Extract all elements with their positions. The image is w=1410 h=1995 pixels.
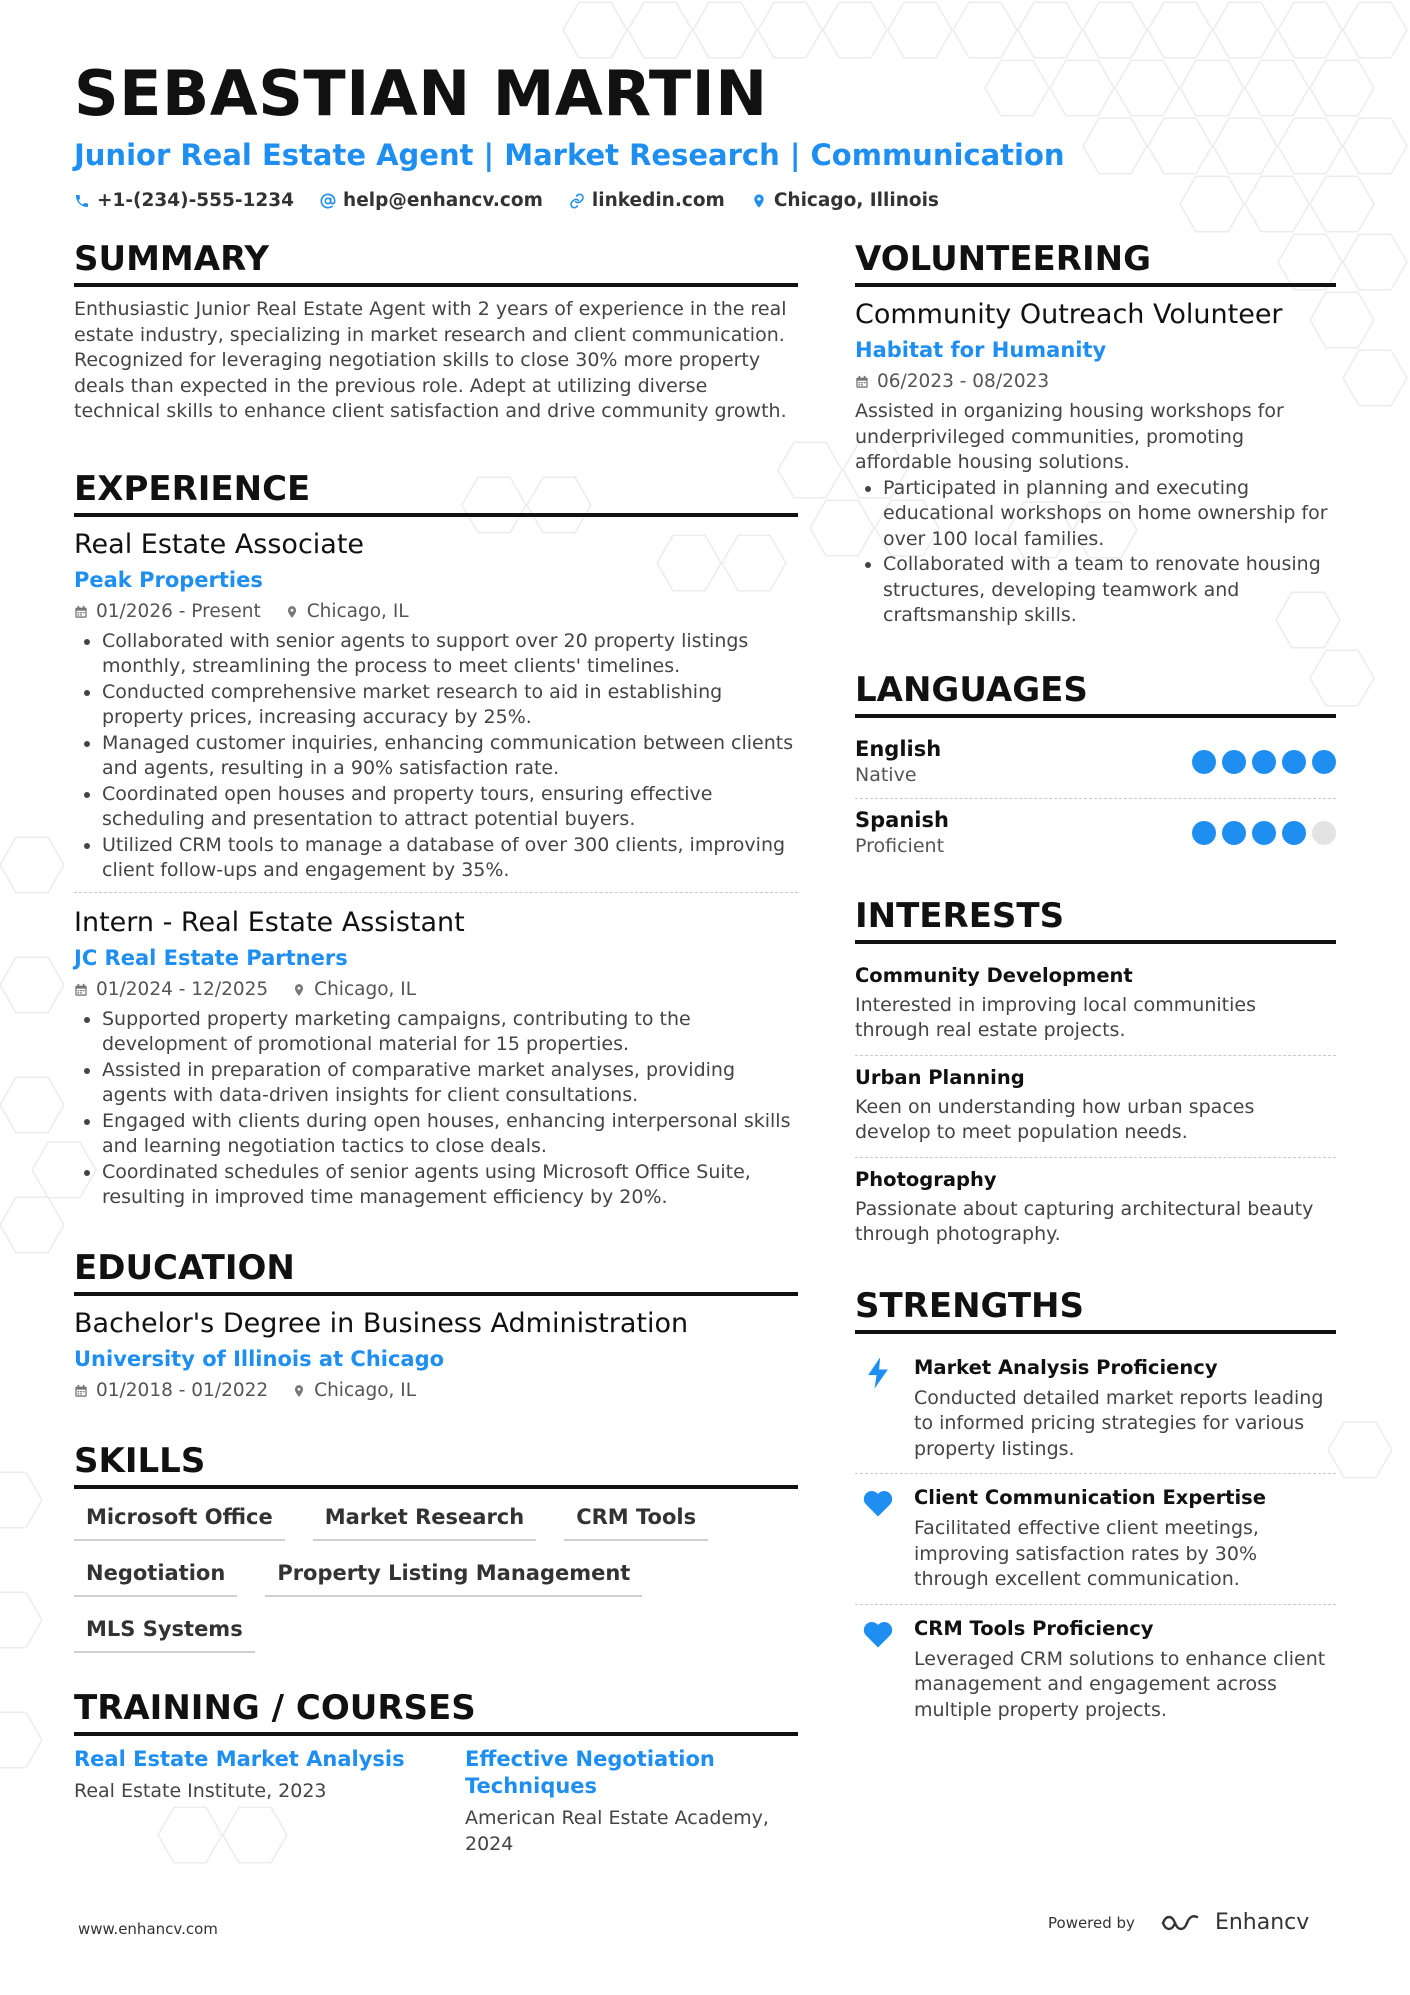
bullet-item: • Collaborated with a team to renovate housing structures, developing teamwork and craftsmanship skills. xyxy=(883,552,1336,629)
rating-dot-filled xyxy=(1252,750,1276,774)
footer-branding xyxy=(1048,1910,1309,1935)
footer-website[interactable]: www.enhancv.com xyxy=(78,1920,218,1938)
interest-title: Community Development xyxy=(855,963,1133,987)
email-text: help@enhancv.com xyxy=(343,190,543,211)
interest-title: Photography xyxy=(855,1167,997,1191)
brand-name: Enhancv xyxy=(1214,1910,1310,1935)
company-name: JC Real Estate Partners xyxy=(74,945,348,970)
map-pin-icon xyxy=(751,193,767,209)
job-title: Real Estate Associate xyxy=(74,528,365,560)
bullet-item: • Coordinated open houses and property tours, ensuring effective scheduling and presentation to attract potential buyers. xyxy=(102,782,798,833)
heart-icon xyxy=(861,1617,895,1651)
skill-tag: Negotiation xyxy=(74,1555,237,1597)
location-text: Chicago, Illinois xyxy=(773,190,939,211)
linkedin-text: linkedin.com xyxy=(591,190,725,211)
volunteer-meta xyxy=(855,369,1336,395)
bullet-item: • Participated in planning and executing educational workshops on home ownership for over 100 local families. xyxy=(883,476,1336,553)
heart-icon xyxy=(861,1486,895,1520)
summary-title: SUMMARY xyxy=(74,238,798,287)
education-title: EDUCATION xyxy=(74,1247,798,1296)
strengths-title: STRENGTHS xyxy=(855,1285,1336,1334)
left-column xyxy=(74,238,798,1857)
job-location xyxy=(285,599,409,625)
experience-title: EXPERIENCE xyxy=(74,468,798,517)
strength-description: Conducted detailed market reports leading to informed pricing strategies for various property listings. xyxy=(914,1386,1324,1460)
course-name: Effective Negotiation Techniques xyxy=(465,1746,715,1798)
bullet-item: • Utilized CRM tools to manage a database of over 300 clients, improving client follow-ups and engagement by 35%. xyxy=(102,833,798,884)
candidate-name: SEBASTIAN MARTIN xyxy=(74,57,768,130)
volunteering-title: VOLUNTEERING xyxy=(855,238,1336,287)
dates-text: 01/2026 - Present xyxy=(96,600,261,622)
link-icon xyxy=(569,193,585,209)
enhancv-logo-icon xyxy=(1159,1911,1205,1935)
dates-text: 01/2024 - 12/2025 xyxy=(96,978,269,1000)
interest-description: Keen on understanding how urban spaces develop to meet population needs. xyxy=(855,1095,1255,1143)
course-provider: American Real Estate Academy, 2024 xyxy=(465,1806,769,1855)
rating-dot-filled xyxy=(1222,821,1246,845)
strength-description: Leveraged CRM solutions to enhance client management and engagement across multiple property projects. xyxy=(914,1647,1326,1721)
location-text: Chicago, IL xyxy=(314,978,417,1000)
calendar-icon xyxy=(74,983,88,997)
strength-item xyxy=(855,1605,1336,1735)
course-provider: Real Estate Institute, 2023 xyxy=(74,1779,327,1802)
interest-item xyxy=(855,954,1336,1056)
job-dates xyxy=(74,599,261,625)
rating-dot-filled xyxy=(1192,750,1216,774)
interest-description: Passionate about capturing architectural beauty through photography. xyxy=(855,1197,1314,1245)
resume-header xyxy=(74,58,1334,211)
contact-phone[interactable] xyxy=(74,190,294,211)
bullet-item: • Supported property marketing campaigns, contributing to the development of promotional material for 15 properties. xyxy=(102,1007,798,1058)
location-text: Chicago, IL xyxy=(306,600,409,622)
enhancv-logo[interactable] xyxy=(1159,1910,1309,1935)
bullet-item: • Engaged with clients during open houses, enhancing interpersonal skills and learning negotiation tactics to close deals. xyxy=(102,1109,798,1160)
powered-by-label: Powered by xyxy=(1048,1913,1135,1932)
bullet-item: • Conducted comprehensive market research to aid in establishing property prices, increasing accuracy by 25%. xyxy=(102,680,798,731)
languages-section xyxy=(855,669,1336,869)
contact-linkedin[interactable] xyxy=(569,190,725,211)
bullet-item: • Assisted in preparation of comparative market analyses, providing agents with data-driven insights for client consultations. xyxy=(102,1058,798,1109)
volunteering-section xyxy=(855,238,1336,629)
volunteer-bullets xyxy=(855,476,1336,629)
strength-description: Facilitated effective client meetings, improving satisfaction rates by 30% through excellent communication. xyxy=(914,1517,1259,1590)
bullet-item: • Managed customer inquiries, enhancing communication between clients and agents, resulting in a 90% satisfaction rate. xyxy=(102,731,798,782)
skill-tag: Microsoft Office xyxy=(74,1499,285,1541)
calendar-icon xyxy=(74,1384,88,1398)
language-rating xyxy=(1192,750,1336,774)
bullet-item: • Coordinated schedules of senior agents using Microsoft Office Suite, resulting in improved time management efficiency by 20%. xyxy=(102,1160,798,1211)
rating-dot-filled xyxy=(1282,821,1306,845)
volunteer-description: Assisted in organizing housing workshops for underprivileged communities, promoting affordable housing solutions. xyxy=(855,400,1284,473)
experience-section xyxy=(74,468,798,1211)
education-meta xyxy=(74,1378,798,1404)
job-dates xyxy=(74,977,268,1003)
language-rating xyxy=(1192,821,1336,845)
map-pin-icon xyxy=(292,1384,306,1398)
phone-text: +1-(234)-555-1234 xyxy=(97,190,295,211)
language-level: Native xyxy=(855,763,917,786)
company-name: Peak Properties xyxy=(74,567,263,592)
education-location xyxy=(292,1378,416,1404)
skills-list xyxy=(74,1499,798,1653)
interest-title: Urban Planning xyxy=(855,1065,1025,1089)
language-item xyxy=(855,799,1336,869)
calendar-icon xyxy=(74,605,88,619)
contact-location xyxy=(751,190,939,211)
interests-title: INTERESTS xyxy=(855,895,1336,944)
volunteer-role: Community Outreach Volunteer xyxy=(855,299,1283,330)
contact-email[interactable] xyxy=(320,190,543,211)
rating-dot-empty xyxy=(1312,821,1336,845)
training-section xyxy=(74,1687,798,1857)
experience-entry xyxy=(74,905,798,1211)
job-title: Intern - Real Estate Assistant xyxy=(74,906,465,938)
skill-tag: CRM Tools xyxy=(564,1499,708,1541)
job-meta xyxy=(74,977,798,1003)
education-section xyxy=(74,1247,798,1404)
school-name: University of Illinois at Chicago xyxy=(74,1346,445,1371)
language-name: English xyxy=(855,736,942,761)
language-name: Spanish xyxy=(855,807,949,832)
course-item xyxy=(74,1746,407,1857)
interests-section xyxy=(855,895,1336,1259)
degree-name: Bachelor's Degree in Business Administration xyxy=(74,1307,689,1339)
rating-dot-filled xyxy=(1312,750,1336,774)
rating-dot-filled xyxy=(1222,750,1246,774)
strengths-section xyxy=(855,1285,1336,1735)
candidate-headline: Junior Real Estate Agent | Market Research | Communication xyxy=(74,138,1065,172)
rating-dot-filled xyxy=(1192,821,1216,845)
summary-text: Enthusiastic Junior Real Estate Agent with 2 years of experience in the real estate industry, specializing in market research and client communication. Recognized for leveraging negotiation skills to close 30% more property deals than expected in the previous role. Adept at utilizing diverse technical skills to enhance client satisfaction and drive community growth. xyxy=(74,298,787,422)
strength-title: CRM Tools Proficiency xyxy=(914,1616,1154,1640)
summary-section xyxy=(74,238,798,425)
course-item xyxy=(465,1746,798,1857)
dates-text: 06/2023 - 08/2023 xyxy=(877,371,1050,392)
language-level: Proficient xyxy=(855,834,945,857)
interest-item xyxy=(855,1158,1336,1259)
job-bullets xyxy=(74,629,798,884)
phone-icon xyxy=(74,193,90,209)
courses-list xyxy=(74,1746,798,1857)
skills-title: SKILLS xyxy=(74,1440,798,1489)
strength-item xyxy=(855,1474,1336,1605)
job-meta xyxy=(74,599,798,625)
volunteer-dates xyxy=(855,369,1049,395)
location-text: Chicago, IL xyxy=(314,1379,417,1401)
map-pin-icon xyxy=(285,605,299,619)
right-column xyxy=(855,238,1336,1734)
rating-dot-filled xyxy=(1252,821,1276,845)
course-name: Real Estate Market Analysis xyxy=(74,1746,405,1771)
skills-section xyxy=(74,1440,798,1653)
language-item xyxy=(855,728,1336,799)
lightning-icon xyxy=(861,1356,895,1390)
dates-text: 01/2018 - 01/2022 xyxy=(96,1379,269,1401)
at-sign-icon xyxy=(320,193,336,209)
strength-title: Client Communication Expertise xyxy=(914,1486,1267,1509)
experience-entry xyxy=(74,527,798,893)
rating-dot-filled xyxy=(1282,750,1306,774)
job-bullets xyxy=(74,1007,798,1211)
map-pin-icon xyxy=(292,983,306,997)
skill-tag: Property Listing Management xyxy=(265,1555,642,1597)
education-dates xyxy=(74,1378,268,1404)
job-location xyxy=(292,977,416,1003)
interest-description: Interested in improving local communities through real estate projects. xyxy=(855,993,1256,1041)
skill-tag: MLS Systems xyxy=(74,1611,255,1653)
contact-bar xyxy=(74,190,1334,211)
skill-tag: Market Research xyxy=(313,1499,537,1541)
strength-item xyxy=(855,1344,1336,1475)
volunteer-org: Habitat for Humanity xyxy=(855,338,1107,362)
strength-title: Market Analysis Proficiency xyxy=(914,1355,1218,1379)
bullet-item: • Collaborated with senior agents to support over 20 property listings monthly, streamlining the process to meet clients' timelines. xyxy=(102,629,798,680)
interest-item xyxy=(855,1056,1336,1158)
languages-title: LANGUAGES xyxy=(855,669,1336,718)
training-title: TRAINING / COURSES xyxy=(74,1687,798,1736)
calendar-icon xyxy=(855,375,869,389)
